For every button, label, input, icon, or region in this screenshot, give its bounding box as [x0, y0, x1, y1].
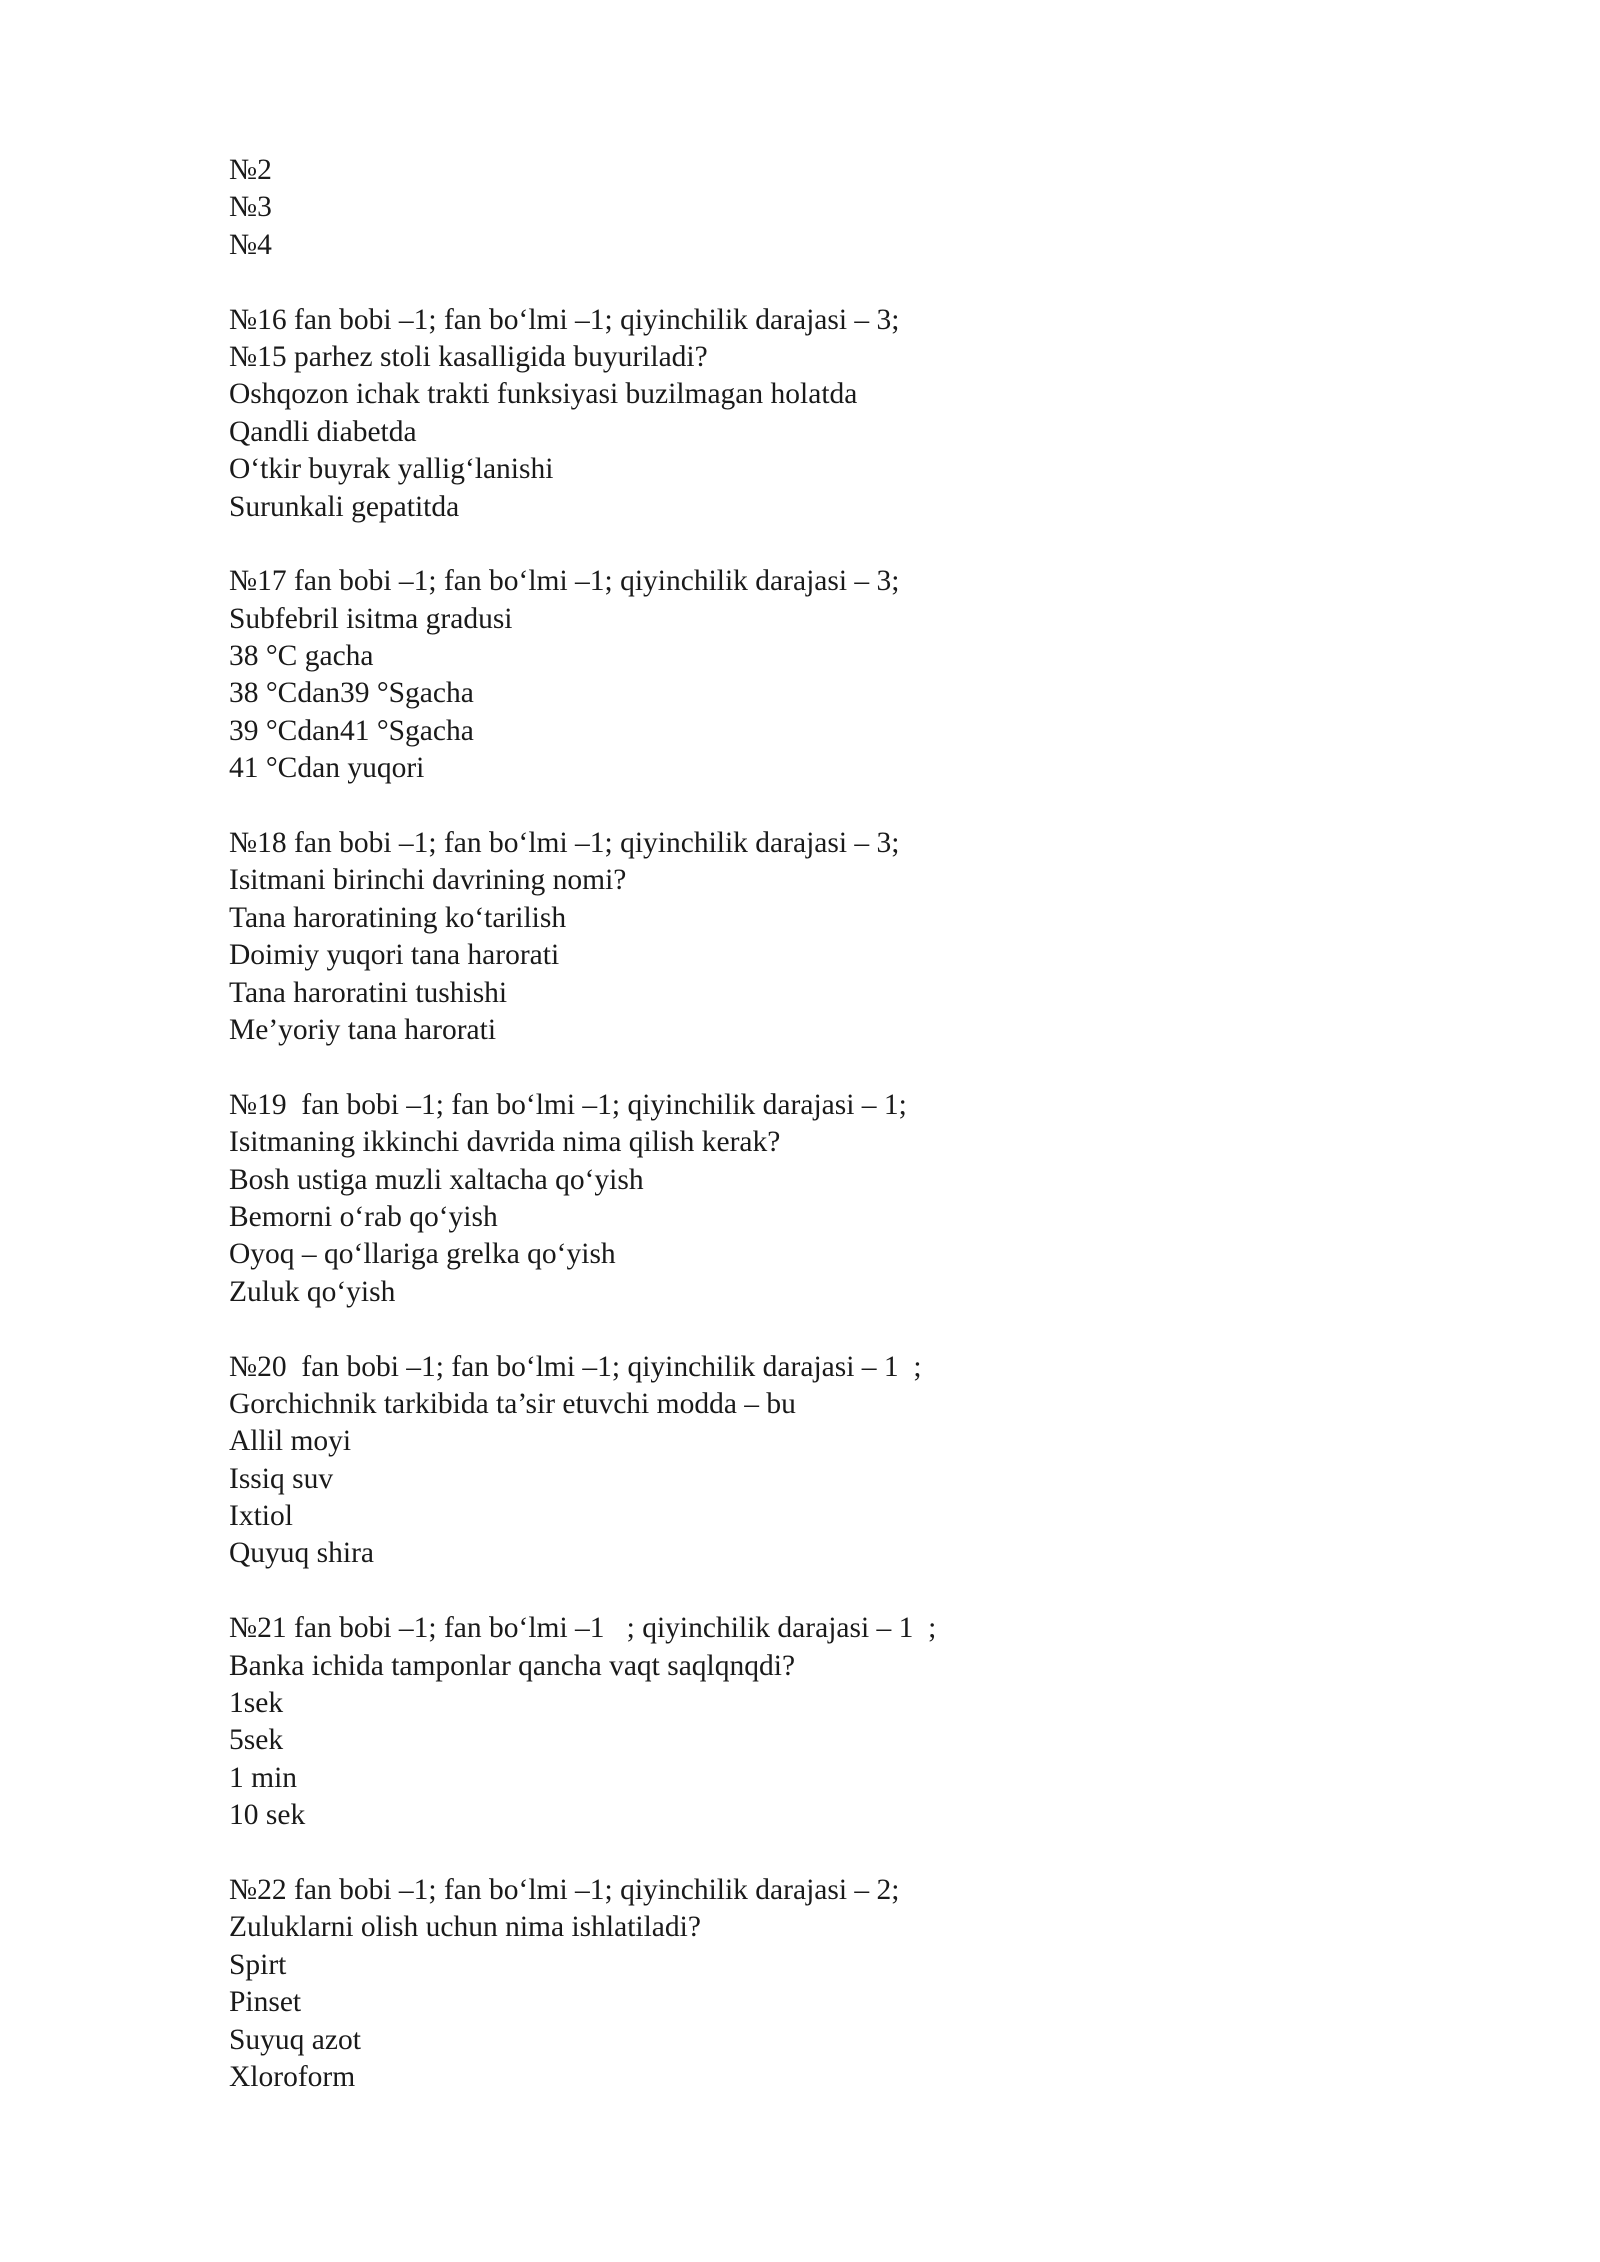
answer-option: Oshqozon ichak trakti funksiyasi buzilmagan holatda	[229, 378, 858, 411]
answer-option: Allil moyi	[229, 1425, 352, 1458]
answer-option: Oyoq – qoʻllariga grelka qoʻyish	[229, 1238, 616, 1271]
question-text: №15 parhez stoli kasalligida buyuriladi?	[229, 340, 708, 373]
answer-option: Bosh ustiga muzli xaltacha qoʻyish	[229, 1163, 644, 1196]
answer-option: Suyuq azot	[229, 2023, 361, 2056]
answer-option: Zuluk qoʻyish	[229, 1275, 396, 1308]
question-text: Gorchichnik tarkibida ta’sir etuvchi modda – bu	[229, 1387, 796, 1420]
question-header: №17 fan bobi –1; fan boʻlmi –1; qiyinchilik darajasi – 3;	[229, 565, 900, 598]
answer-option: 5sek	[229, 1724, 284, 1757]
answer-option: 10 sek	[229, 1799, 306, 1832]
answer-option: 39 °Cdan41 °Sgacha	[229, 714, 474, 747]
question-block-22	[229, 1872, 1379, 2096]
answer-option: Quyuq shira	[229, 1537, 375, 1570]
question-block-17	[229, 563, 1379, 787]
document-body	[229, 152, 1379, 2096]
answer-option: 1 min	[229, 1761, 298, 1794]
question-text: Zuluklarni olish uchun nima ishlatiladi?	[229, 1911, 701, 1944]
answer-option: Me’yoriy tana harorati	[229, 1013, 497, 1046]
question-text: Isitmaning ikkinchi davrida nima qilish kerak?	[229, 1126, 781, 1159]
answer-option: Qandli diabetda	[229, 415, 417, 448]
answer-option: 38 °Cdan39 °Sgacha	[229, 677, 474, 710]
question-block-21	[229, 1610, 1379, 1834]
answer-option: Ixtiol	[229, 1500, 293, 1533]
intro-option: №4	[229, 228, 272, 261]
answer-option: 38 °C gacha	[229, 640, 374, 673]
question-text: Banka ichida tamponlar qancha vaqt saqlqnqdi?	[229, 1649, 796, 1682]
intro-option: №2	[229, 154, 272, 186]
answer-option: Issiq suv	[229, 1462, 334, 1495]
question-block-19	[229, 1087, 1379, 1311]
intro-option: №3	[229, 191, 272, 224]
answer-option: Tana haroratining koʻtarilish	[229, 901, 567, 934]
answer-option: Oʻtkir buyrak yalligʻlanishi	[229, 453, 554, 486]
question-block-18	[229, 825, 1379, 1049]
question-block-20	[229, 1349, 1379, 1573]
question-header: №21 fan bobi –1; fan boʻlmi –1 ; qiyinchilik darajasi – 1 ;	[229, 1612, 937, 1645]
question-header: №18 fan bobi –1; fan boʻlmi –1; qiyinchilik darajasi – 3;	[229, 827, 900, 860]
question-header: №22 fan bobi –1; fan boʻlmi –1; qiyinchilik darajasi – 2;	[229, 1873, 900, 1906]
answer-option: Doimiy yuqori tana harorati	[229, 939, 560, 972]
answer-option: Pinset	[229, 1986, 302, 2019]
question-header: №20 fan bobi –1; fan boʻlmi –1; qiyinchilik darajasi – 1 ;	[229, 1350, 922, 1383]
intro-options	[229, 152, 1379, 264]
answer-option: Surunkali gepatitda	[229, 490, 460, 523]
question-block-16	[229, 302, 1379, 526]
answer-option: 1sek	[229, 1687, 284, 1720]
answer-option: Spirt	[229, 1948, 287, 1981]
answer-option: Xloroform	[229, 2060, 356, 2093]
answer-option: Bemorni oʻrab qoʻyish	[229, 1200, 498, 1233]
question-text: Subfebril isitma gradusi	[229, 602, 513, 635]
answer-option: 41 °Cdan yuqori	[229, 752, 425, 785]
answer-option: Tana haroratini tushishi	[229, 976, 508, 1009]
question-header: №19 fan bobi –1; fan boʻlmi –1; qiyinchilik darajasi – 1;	[229, 1088, 907, 1121]
question-text: Isitmani birinchi davrining nomi?	[229, 864, 627, 897]
question-header: №16 fan bobi –1; fan boʻlmi –1; qiyinchilik darajasi – 3;	[229, 303, 900, 336]
